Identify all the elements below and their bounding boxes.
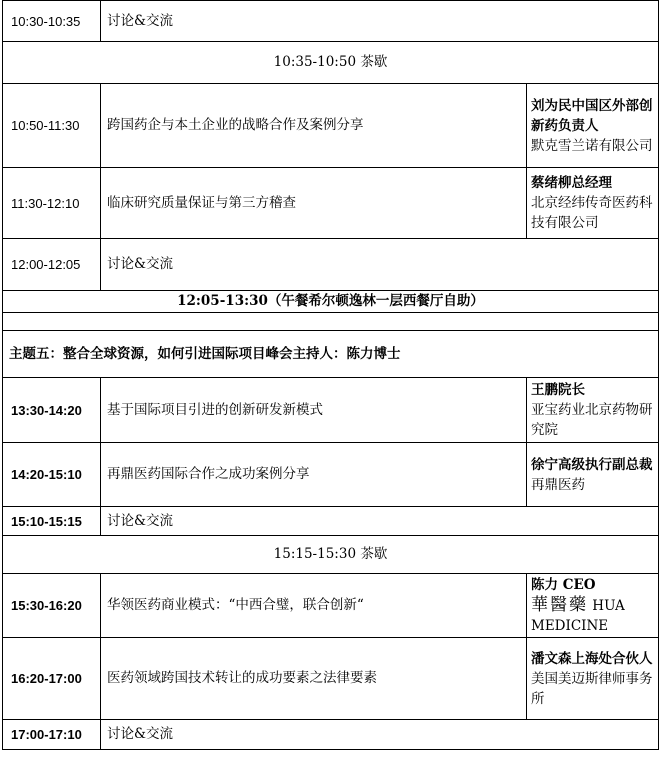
topic-cell: 讨论&交流: [101, 507, 659, 536]
break-cell: 10:35-10:50 茶歇: [3, 42, 659, 84]
topic-cell: 讨论&交流: [101, 720, 659, 750]
speaker-name: 潘文森上海处合伙人: [531, 650, 653, 667]
time-cell: 10:50-11:30: [3, 84, 101, 168]
speaker-org: [531, 595, 654, 636]
agenda-row: [3, 638, 659, 720]
speaker-cell: [527, 168, 659, 239]
company-name-latin: HUA MEDICINE: [531, 598, 625, 634]
speaker-cell: [527, 378, 659, 443]
spacer-cell: [3, 313, 659, 331]
lunch-row: [3, 291, 659, 313]
topic-cell: 医药领域跨国技术转让的成功要素之法律要素: [101, 638, 527, 720]
agenda-row: [3, 1, 659, 42]
topic-cell: 再鼎医药国际合作之成功案例分享: [101, 443, 527, 507]
agenda-row: [3, 443, 659, 507]
agenda-table: [2, 0, 659, 750]
agenda-row: [3, 239, 659, 291]
company-logo-text: 華醫藥: [531, 595, 588, 615]
topic-cell: 讨论&交流: [101, 1, 659, 42]
topic-cell: 跨国药企与本土企业的战略合作及案例分享: [101, 84, 527, 168]
theme-cell: 主题五：整合全球资源，如何引进国际项目峰会主持人：陈力博士: [3, 331, 659, 378]
time-cell: 17:00-17:10: [3, 720, 101, 750]
lunch-cell: 12:05-13:30（午餐希尔顿逸林一层西餐厅自助）: [3, 291, 659, 313]
agenda-row: [3, 574, 659, 638]
time-cell: 12:00-12:05: [3, 239, 101, 291]
speaker-org: 美国美迈斯律师事务所: [531, 670, 653, 707]
agenda-row: [3, 720, 659, 750]
time-cell: 14:20-15:10: [3, 443, 101, 507]
time-cell: 15:30-16:20: [3, 574, 101, 638]
time-cell: 16:20-17:00: [3, 638, 101, 720]
speaker-cell: [527, 443, 659, 507]
break-cell: 15:15-15:30 茶歇: [3, 536, 659, 574]
break-row: [3, 42, 659, 84]
speaker-org: 北京经纬传奇医药科技有限公司: [531, 195, 653, 231]
speaker-cell: [527, 84, 659, 168]
speaker-name: 王鹏院长: [531, 382, 585, 398]
speaker-name: 徐宁高级执行副总裁: [531, 456, 653, 473]
topic-cell: 基于国际项目引进的创新研发新模式: [101, 378, 527, 443]
topic-cell: 讨论&交流: [101, 239, 659, 291]
time-cell: 15:10-15:15: [3, 507, 101, 536]
theme-row: [3, 331, 659, 378]
time-cell: 11:30-12:10: [3, 168, 101, 239]
agenda-row: [3, 378, 659, 443]
speaker-org: 再鼎医药: [531, 476, 585, 493]
topic-cell: 临床研究质量保证与第三方稽查: [101, 168, 527, 239]
agenda-row: [3, 84, 659, 168]
time-cell: 10:30-10:35: [3, 1, 101, 42]
speaker-cell: [527, 638, 659, 720]
agenda-row: [3, 507, 659, 536]
speaker-name: 蔡绪柳总经理: [531, 175, 612, 191]
speaker-cell: [527, 574, 659, 638]
topic-cell: 华领医药商业模式：“中西合璧，联合创新“: [101, 574, 527, 638]
spacer-row: [3, 313, 659, 331]
time-cell: 13:30-14:20: [3, 378, 101, 443]
speaker-name: 刘为民中国区外部创新药负责人: [531, 97, 653, 134]
speaker-name: 陈力 CEO: [531, 577, 596, 593]
agenda-row: [3, 168, 659, 239]
speaker-org: 亚宝药业北京药物研究院: [531, 402, 653, 438]
speaker-org: 默克雪兰诺有限公司: [531, 137, 653, 154]
break-row: [3, 536, 659, 574]
